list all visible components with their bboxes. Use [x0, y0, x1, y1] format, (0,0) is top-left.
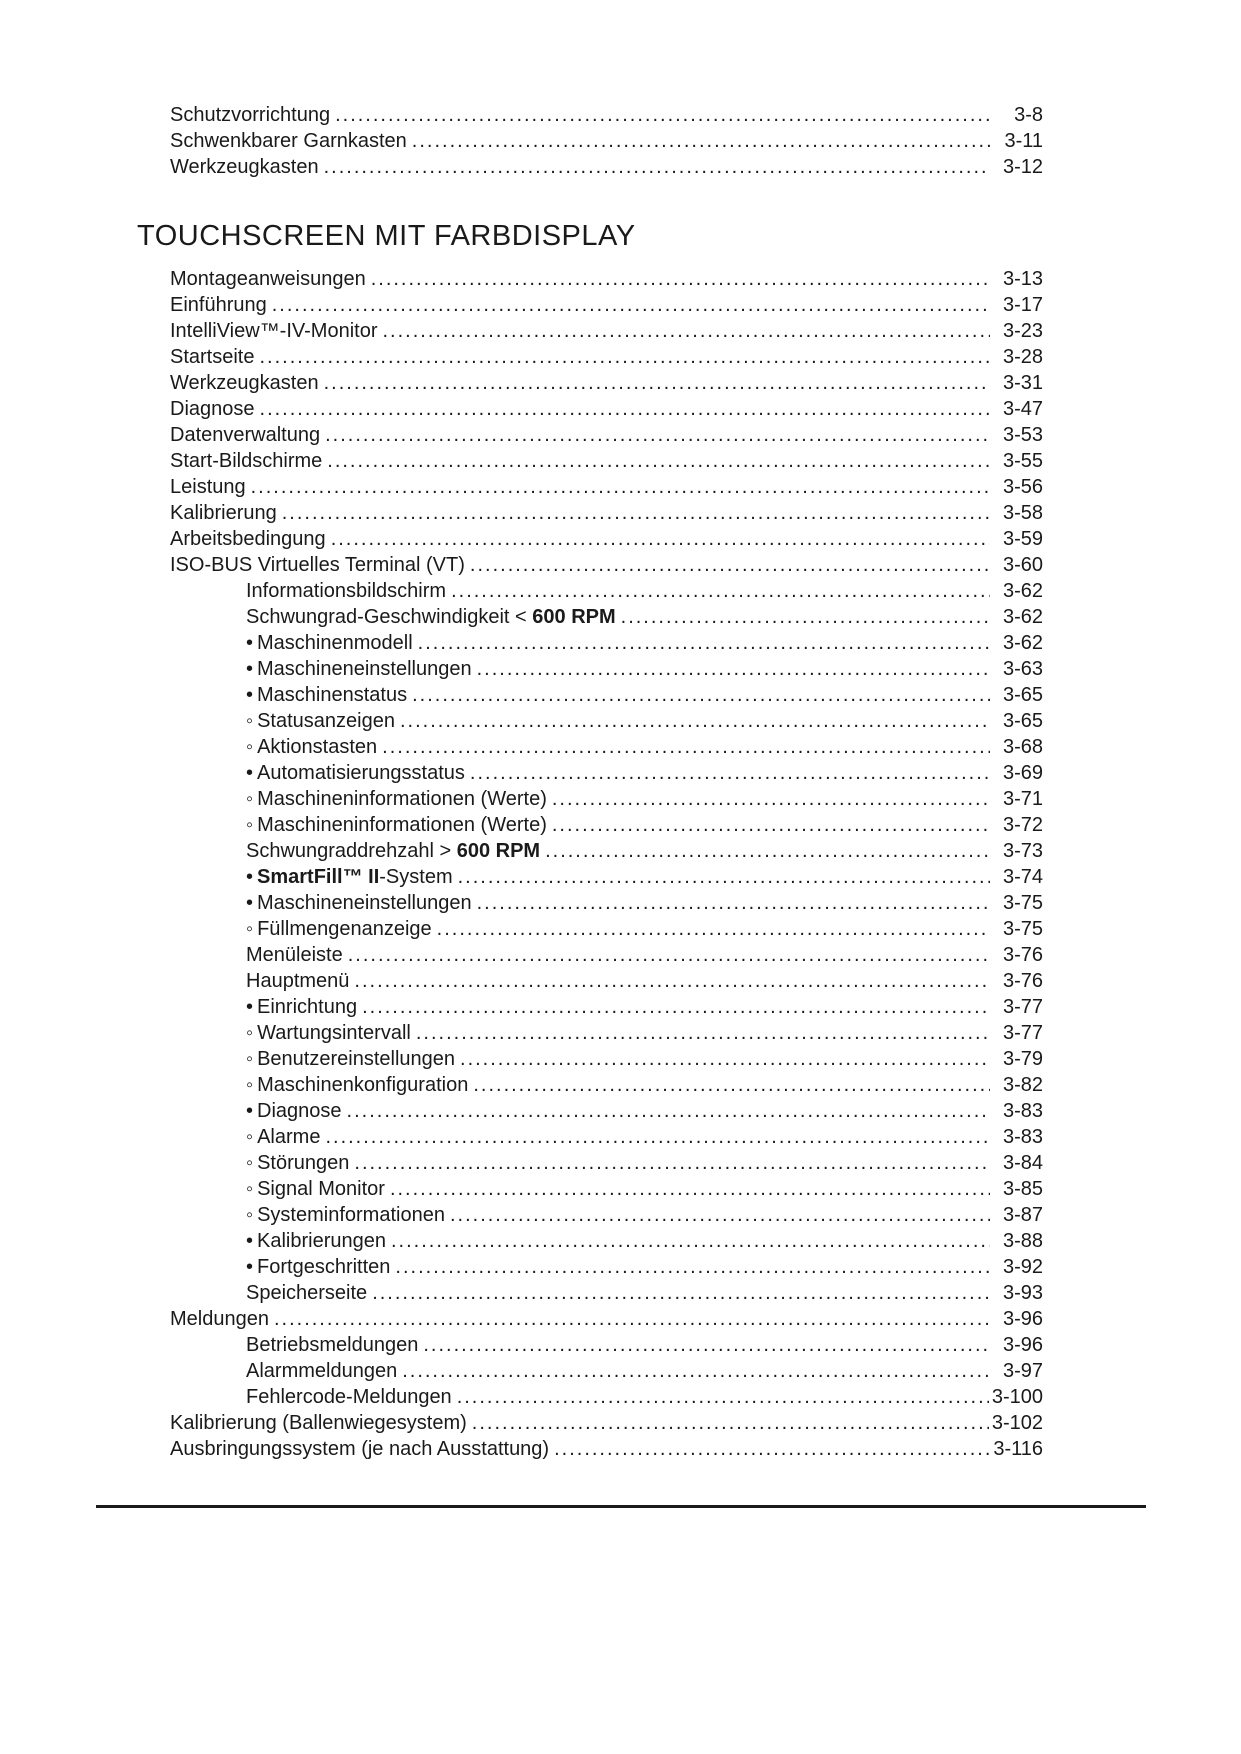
toc-entry — [246, 942, 1043, 968]
dot-leader — [477, 656, 990, 682]
dot-leader — [412, 682, 990, 708]
page-number: 3-12 — [1002, 156, 1043, 178]
toc-entry-label: ◦ Maschineninformationen (Werte) — [246, 788, 547, 810]
dot-leader — [470, 760, 990, 786]
page-number: 3-74 — [1002, 866, 1043, 888]
page-number: 3-72 — [1002, 814, 1043, 836]
bullet-icon: • — [246, 892, 254, 914]
toc-entry-label: • Diagnose — [246, 1100, 342, 1122]
page-number: 3-31 — [1002, 372, 1043, 394]
page-number: 3-79 — [1002, 1048, 1043, 1070]
toc-entry — [170, 344, 1043, 370]
page-number: 3-65 — [1002, 710, 1043, 732]
toc-entry — [170, 474, 1043, 500]
dot-leader — [324, 154, 990, 180]
toc-entry-label: Alarmmeldungen — [246, 1360, 398, 1382]
dot-leader — [473, 1072, 990, 1098]
circle-bullet-icon: ◦ — [246, 1204, 254, 1226]
page-number: 3-58 — [1002, 502, 1043, 524]
toc-entry — [170, 1410, 1043, 1436]
page-number: 3-92 — [1002, 1256, 1043, 1278]
page-number: 3-87 — [1002, 1204, 1043, 1226]
toc-entry-label: Speicherseite — [246, 1282, 368, 1304]
page-number: 3-8 — [1014, 104, 1043, 126]
dot-leader — [251, 474, 990, 500]
page-number: 3-47 — [1002, 398, 1043, 420]
page-number: 3-96 — [1002, 1308, 1043, 1330]
toc-entry — [170, 154, 1043, 180]
page-number: 3-17 — [1002, 294, 1043, 316]
toc-entry — [246, 1384, 1043, 1410]
toc-entry-label: ◦ Füllmengenanzeige — [246, 918, 432, 940]
circle-bullet-icon: ◦ — [246, 736, 254, 758]
page-number: 3-68 — [1002, 736, 1043, 758]
toc-entry — [170, 102, 1043, 128]
page-number: 3-11 — [1004, 130, 1043, 152]
page-number: 3-85 — [1002, 1178, 1043, 1200]
circle-bullet-icon: ◦ — [246, 710, 254, 732]
toc-entry — [170, 552, 1043, 578]
dot-leader — [371, 266, 990, 292]
toc-entry — [246, 1254, 1043, 1280]
dot-leader — [457, 1384, 989, 1410]
dot-leader — [545, 838, 990, 864]
dot-leader — [331, 526, 990, 552]
toc-entry — [246, 838, 1043, 864]
toc-entry-label: ◦ Systeminformationen — [246, 1204, 445, 1226]
bullet-icon: • — [246, 1100, 254, 1122]
toc-entry-label: Diagnose — [170, 398, 255, 420]
page-number: 3-75 — [1002, 918, 1043, 940]
dot-leader — [259, 344, 990, 370]
toc-entry — [246, 604, 1043, 630]
toc-entry-label: ISO-BUS Virtuelles Terminal (VT) — [170, 554, 465, 576]
dot-leader — [362, 994, 990, 1020]
toc-entry — [246, 968, 1043, 994]
dot-leader — [450, 1202, 990, 1228]
page-number: 3-28 — [1002, 346, 1043, 368]
toc-entry — [170, 526, 1043, 552]
page-number: 3-56 — [1002, 476, 1043, 498]
toc-entry — [170, 396, 1043, 422]
toc-entry — [170, 500, 1043, 526]
section-heading: TOUCHSCREEN MIT FARBDISPLAY — [137, 220, 636, 252]
toc-entry — [246, 890, 1043, 916]
toc-entry — [246, 578, 1043, 604]
bullet-icon: • — [246, 1230, 254, 1252]
page-number: 3-77 — [1002, 1022, 1043, 1044]
toc-entry — [246, 760, 1043, 786]
page-number: 3-62 — [1002, 632, 1043, 654]
toc-entry — [246, 1098, 1043, 1124]
page-number: 3-116 — [993, 1438, 1043, 1460]
dot-leader — [552, 786, 990, 812]
toc-entry-label: Werkzeugkasten — [170, 156, 319, 178]
toc-entry-label: Kalibrierung (Ballenwiegesystem) — [170, 1412, 467, 1434]
toc-entry — [246, 864, 1043, 890]
toc-entry — [246, 1228, 1043, 1254]
page-number: 3-69 — [1002, 762, 1043, 784]
toc-entry — [246, 1358, 1043, 1384]
bullet-icon: • — [246, 762, 254, 784]
toc-entry — [246, 1176, 1043, 1202]
page-number: 3-71 — [1002, 788, 1043, 810]
circle-bullet-icon: ◦ — [246, 1178, 254, 1200]
toc-entry-label: Fehlercode-Meldungen — [246, 1386, 452, 1408]
dot-leader — [477, 890, 990, 916]
dot-leader — [621, 604, 990, 630]
page-number: 3-60 — [1002, 554, 1043, 576]
circle-bullet-icon: ◦ — [246, 1048, 254, 1070]
toc-entry-label: Schwenkbarer Garnkasten — [170, 130, 407, 152]
page-number: 3-13 — [1002, 268, 1043, 290]
page-number: 3-53 — [1002, 424, 1043, 446]
dot-leader — [552, 812, 990, 838]
toc-entry-label: • Automatisierungsstatus — [246, 762, 465, 784]
toc-entry-label: ◦ Aktionstasten — [246, 736, 378, 758]
circle-bullet-icon: ◦ — [246, 918, 254, 940]
dot-leader — [416, 1020, 990, 1046]
toc-entry — [246, 708, 1043, 734]
dot-leader — [325, 1124, 990, 1150]
toc-entry-label: • Kalibrierungen — [246, 1230, 386, 1252]
dot-leader — [354, 968, 990, 994]
dot-leader — [391, 1228, 990, 1254]
toc-entry-label: ◦ Statusanzeigen — [246, 710, 395, 732]
toc-entry — [246, 786, 1043, 812]
bullet-icon: • — [246, 632, 254, 654]
toc-entry-label: • SmartFill™ II-System — [246, 866, 453, 888]
dot-leader — [325, 422, 990, 448]
toc-entry — [246, 682, 1043, 708]
page-number: 3-23 — [1002, 320, 1043, 342]
toc-entry-label: • Maschineneinstellungen — [246, 892, 472, 914]
page-number: 3-102 — [991, 1412, 1043, 1434]
page-number: 3-75 — [1002, 892, 1043, 914]
footer-rule — [96, 1505, 1146, 1508]
bullet-icon: • — [246, 684, 254, 706]
toc-entry-label: Meldungen — [170, 1308, 269, 1330]
toc-entry — [170, 422, 1043, 448]
toc-entry-label: Betriebsmeldungen — [246, 1334, 419, 1356]
dot-leader — [282, 500, 990, 526]
toc-entry — [246, 1332, 1043, 1358]
toc-entry-label: Startseite — [170, 346, 255, 368]
page-number: 3-62 — [1002, 606, 1043, 628]
toc-entry — [246, 1280, 1043, 1306]
dot-leader — [348, 942, 990, 968]
dot-leader — [400, 708, 990, 734]
page-number: 3-83 — [1002, 1126, 1043, 1148]
toc-entry-label: Einführung — [170, 294, 267, 316]
toc-entry — [246, 656, 1043, 682]
toc-entry-label: • Fortgeschritten — [246, 1256, 391, 1278]
dot-leader — [423, 1332, 990, 1358]
circle-bullet-icon: ◦ — [246, 1152, 254, 1174]
page-number: 3-83 — [1002, 1100, 1043, 1122]
page-number: 3-77 — [1002, 996, 1043, 1018]
page-number: 3-76 — [1002, 944, 1043, 966]
dot-leader — [458, 864, 990, 890]
page-number: 3-76 — [1002, 970, 1043, 992]
page-number: 3-84 — [1002, 1152, 1043, 1174]
dot-leader — [390, 1176, 990, 1202]
toc-entry-label: ◦ Signal Monitor — [246, 1178, 385, 1200]
toc-entry-label: • Maschineneinstellungen — [246, 658, 472, 680]
page-number: 3-63 — [1002, 658, 1043, 680]
circle-bullet-icon: ◦ — [246, 814, 254, 836]
circle-bullet-icon: ◦ — [246, 1022, 254, 1044]
toc-entry — [246, 1124, 1043, 1150]
toc-entry — [246, 734, 1043, 760]
dot-leader — [437, 916, 990, 942]
dot-leader — [382, 734, 990, 760]
page-number: 3-82 — [1002, 1074, 1043, 1096]
toc-entry — [170, 266, 1043, 292]
toc-entry — [246, 1150, 1043, 1176]
toc-entry — [246, 812, 1043, 838]
bullet-icon: • — [246, 1256, 254, 1278]
toc-entry — [170, 292, 1043, 318]
circle-bullet-icon: ◦ — [246, 788, 254, 810]
dot-leader — [470, 552, 990, 578]
toc-entry — [170, 318, 1043, 344]
dot-leader — [554, 1436, 990, 1462]
toc-entry-label: Hauptmenü — [246, 970, 350, 992]
toc — [137, 102, 1043, 1462]
page-number: 3-73 — [1002, 840, 1043, 862]
toc-entry-label: Montageanweisungen — [170, 268, 366, 290]
toc-entry — [246, 994, 1043, 1020]
toc-entry-label: ◦ Maschineninformationen (Werte) — [246, 814, 547, 836]
dot-leader — [418, 630, 990, 656]
page-number: 3-96 — [1002, 1334, 1043, 1356]
toc-entry-label: Schwungrad-Geschwindigkeit < 600 RPM — [246, 606, 616, 628]
toc-entry-label: ◦ Wartungsintervall — [246, 1022, 411, 1044]
toc-entry-label: Menüleiste — [246, 944, 343, 966]
toc-entry — [170, 448, 1043, 474]
toc-entry — [246, 1072, 1043, 1098]
page-number: 3-62 — [1002, 580, 1043, 602]
toc-entry — [170, 370, 1043, 396]
dot-leader — [260, 396, 990, 422]
toc-entry — [170, 128, 1043, 154]
toc-entry-label: ◦ Störungen — [246, 1152, 350, 1174]
toc-entry-label: Datenverwaltung — [170, 424, 321, 446]
toc-entry-label: Werkzeugkasten — [170, 372, 319, 394]
dot-leader — [382, 318, 990, 344]
toc-entry-label: ◦ Alarme — [246, 1126, 321, 1148]
toc-entry — [246, 630, 1043, 656]
bullet-icon: • — [246, 866, 254, 888]
toc-entry-label: ◦ Benutzereinstellungen — [246, 1048, 456, 1070]
dot-leader — [272, 292, 990, 318]
toc-entry-label: • Maschinenmodell — [246, 632, 413, 654]
page-number: 3-100 — [991, 1386, 1043, 1408]
dot-leader — [412, 128, 990, 154]
toc-entry — [246, 1046, 1043, 1072]
toc-entry-label: Kalibrierung — [170, 502, 277, 524]
toc-entry-label: Start-Bildschirme — [170, 450, 323, 472]
bullet-icon: • — [246, 658, 254, 680]
toc-entry — [246, 1202, 1043, 1228]
toc-entry-label: • Maschinenstatus — [246, 684, 408, 706]
dot-leader — [372, 1280, 990, 1306]
toc-entry — [170, 1436, 1043, 1462]
dot-leader — [395, 1254, 990, 1280]
toc-entry-label: Leistung — [170, 476, 246, 498]
toc-entry — [246, 1020, 1043, 1046]
dot-leader — [451, 578, 990, 604]
dot-leader — [347, 1098, 990, 1124]
circle-bullet-icon: ◦ — [246, 1074, 254, 1096]
toc-entry-label: • Einrichtung — [246, 996, 358, 1018]
toc-entry-label: Arbeitsbedingung — [170, 528, 326, 550]
toc-entry-label: IntelliView™-IV-Monitor — [170, 320, 378, 342]
dot-leader — [402, 1358, 990, 1384]
toc-entry-label: Schwungraddrehzahl > 600 RPM — [246, 840, 541, 862]
dot-leader — [324, 370, 990, 396]
dot-leader — [460, 1046, 990, 1072]
page-number: 3-55 — [1002, 450, 1043, 472]
bullet-icon: • — [246, 996, 254, 1018]
dot-leader — [335, 102, 990, 128]
page-number: 3-59 — [1002, 528, 1043, 550]
toc-entry-label: ◦ Maschinenkonfiguration — [246, 1074, 469, 1096]
dot-leader — [274, 1306, 990, 1332]
toc-entry-label: Ausbringungssystem (je nach Ausstattung) — [170, 1438, 550, 1460]
circle-bullet-icon: ◦ — [246, 1126, 254, 1148]
toc-entry-label: Informationsbildschirm — [246, 580, 447, 602]
dot-leader — [472, 1410, 989, 1436]
toc-entry — [246, 916, 1043, 942]
page-number: 3-93 — [1002, 1282, 1043, 1304]
page-number: 3-97 — [1002, 1360, 1043, 1382]
dot-leader — [354, 1150, 990, 1176]
page-number: 3-65 — [1002, 684, 1043, 706]
toc-entry — [170, 1306, 1043, 1332]
toc-entry-label: Schutzvorrichtung — [170, 104, 331, 126]
page-number: 3-88 — [1002, 1230, 1043, 1252]
dot-leader — [327, 448, 990, 474]
